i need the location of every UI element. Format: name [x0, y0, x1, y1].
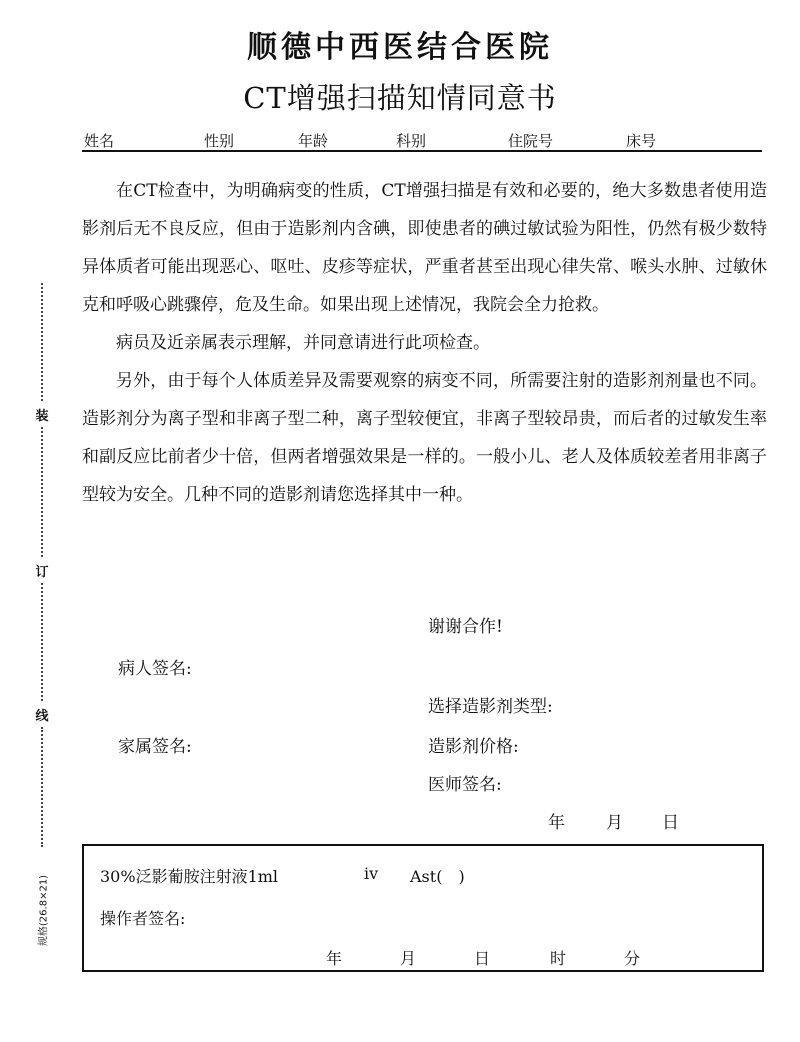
bed-number-label: 床号 [626, 132, 657, 150]
binding-char-ding: 订 [35, 565, 49, 580]
document-title: CT增强扫描知情同意书 [243, 81, 557, 115]
age-label: 年龄 [298, 132, 329, 150]
date-year: 年 [548, 813, 565, 833]
header-rule [82, 150, 762, 152]
family-signature-label: 家属签名: [118, 737, 192, 757]
paragraph-contrast-types: 另外，由于每个人体质差异及需要观察的病变不同，所需要注射的造影剂剂量也不同。造影剂分为离子型和非离子型二种，离子型较便宜，非离子型较昂贵，而后者的过敏发生率和副反应比前者少十倍，但两者增强效果是一样的。一般小儿、老人及体质较差者用非离子型较为安全。几种不同的造影剂请您选择其中一种。 [82, 371, 767, 505]
test-date-day: 日 [474, 949, 491, 968]
consent-body [82, 172, 767, 514]
contrast-price-label: 造影剂价格: [428, 737, 519, 757]
operator-signature-label: 操作者签名: [100, 909, 186, 928]
department-label: 科别 [396, 132, 427, 150]
binding-dotted-line [41, 283, 43, 401]
patient-signature-label: 病人签名: [118, 659, 192, 679]
hospital-name: 顺德中西医结合医院 [247, 30, 553, 65]
allergy-test-box [82, 844, 764, 972]
contrast-type-label: 选择造影剂类型: [428, 697, 553, 717]
admission-number-label: 住院号 [508, 132, 554, 150]
paragraph-risks: 在CT检查中，为明确病变的性质，CT增强扫描是有效和必要的，绝大多数患者使用造影剂后无不良反应，但由于造影剂内含碘，即使患者的碘过敏试验为阳性，仍然有极少数特异体质者可能出现恶心、呕吐、皮疹等症状，严重者甚至出现心律失常、喉头水肿、过敏休克和呼吸心跳骤停，危及生命。如果出现上述情况，我院会全力抢救。 [82, 181, 767, 315]
paper-size-spec: 规格(26.8×21) [38, 874, 50, 947]
binding-dotted-line [41, 427, 43, 557]
test-ast-result: Ast( ) [410, 867, 465, 886]
date-day: 日 [662, 813, 679, 833]
binding-dotted-line [41, 583, 43, 701]
test-date-month: 月 [400, 949, 417, 968]
binding-dotted-line [41, 727, 43, 847]
test-date-year: 年 [326, 949, 343, 968]
test-date-minute: 分 [624, 949, 641, 968]
binding-margin [34, 283, 50, 953]
name-label: 姓名 [84, 132, 115, 150]
patient-info-row [82, 130, 762, 152]
paragraph-consent: 病员及近亲属表示理解，并同意请进行此项检查。 [116, 333, 490, 353]
gender-label: 性别 [204, 132, 235, 150]
binding-char-xian: 线 [35, 709, 49, 724]
thanks-text: 谢谢合作! [428, 617, 503, 637]
date-month: 月 [606, 813, 623, 833]
doctor-signature-label: 医师签名: [428, 775, 502, 795]
test-drug: 30%泛影葡胺注射液1ml [100, 867, 279, 886]
test-date-hour: 时 [550, 949, 567, 968]
test-route: iv [364, 864, 379, 883]
binding-char-zhuang: 装 [35, 409, 49, 424]
